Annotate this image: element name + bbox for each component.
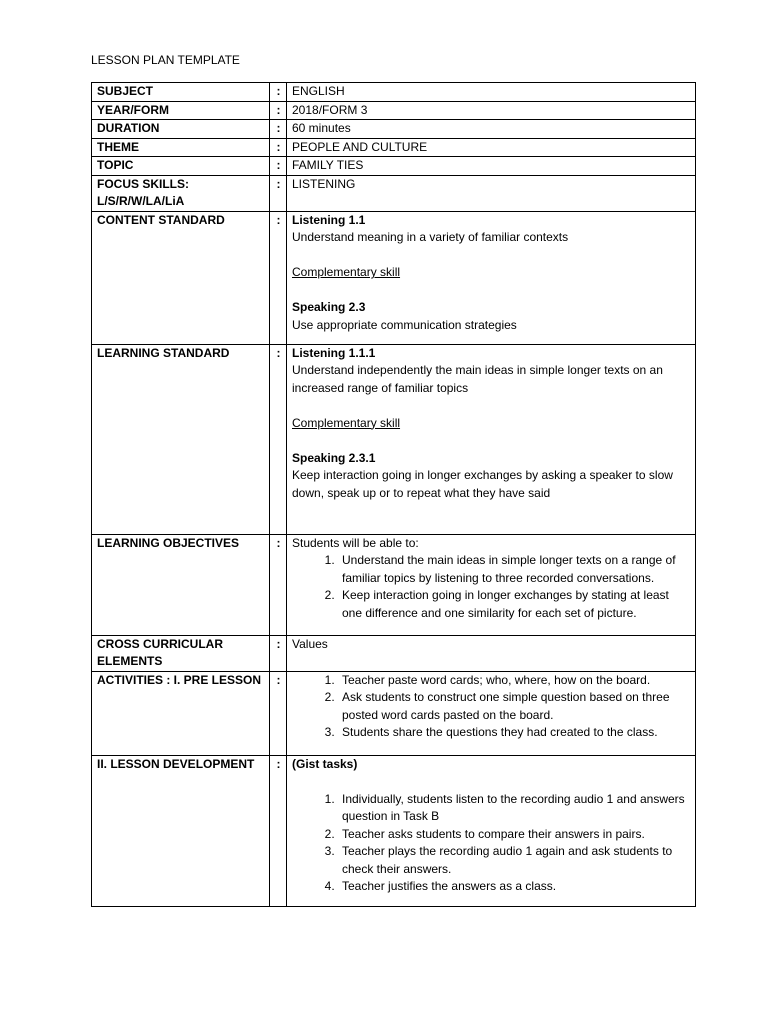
learning-objectives-value (287, 534, 696, 635)
pre-lesson-label: ACTIVITIES : I. PRE LESSON (92, 671, 270, 755)
learning-objectives-label: LEARNING OBJECTIVES (92, 534, 270, 635)
cross-curricular-label-line1: CROSS CURRICULAR (97, 636, 223, 651)
learning-standard-complementary-label: Complementary skill (292, 415, 401, 430)
content-standard-heading: Listening 1.1 (292, 212, 366, 227)
lesson-development-list (292, 791, 691, 896)
list-item: 3. Students share the questions they had created to the class. (338, 724, 691, 742)
content-standard-complementary-label: Complementary skill (292, 265, 401, 279)
learning-standard-complementary-heading: Speaking 2.3.1 (292, 450, 376, 465)
focus-skills-value: LISTENING (287, 175, 696, 211)
row-cross-curricular (92, 635, 696, 671)
theme-label: THEME (92, 138, 270, 157)
learning-standard-complementary-text: Keep interaction going in longer exchanges by asking a speaker to slow down, speak up or to repeat what they have said (292, 468, 673, 500)
row-theme (92, 138, 696, 157)
topic-value: FAMILY TIES (287, 157, 696, 176)
cross-curricular-label-line2: ELEMENTS (97, 654, 163, 668)
colon-separator: : (270, 344, 287, 534)
subject-value: ENGLISH (287, 83, 696, 102)
duration-label: DURATION (92, 120, 270, 139)
colon-separator: : (270, 83, 287, 102)
row-subject (92, 83, 696, 102)
year-form-label: YEAR/FORM (92, 101, 270, 120)
lesson-development-intro: (Gist tasks) (292, 756, 358, 771)
content-standard-label: CONTENT STANDARD (92, 211, 270, 344)
learning-standard-text: Understand independently the main ideas in simple longer texts on an increased range of familiar topics (292, 363, 663, 395)
colon-separator: : (270, 671, 287, 755)
document-title: LESSON PLAN TEMPLATE (91, 53, 240, 67)
colon-separator: : (270, 534, 287, 635)
content-standard-complementary-heading: Speaking 2.3 (292, 300, 366, 314)
learning-standard-heading: Listening 1.1.1 (292, 345, 376, 360)
learning-objectives-list (292, 552, 691, 622)
row-duration (92, 120, 696, 139)
learning-standard-value (287, 344, 696, 534)
pre-lesson-value (287, 671, 696, 755)
content-standard-text: Understand meaning in a variety of familiar contexts (292, 230, 569, 244)
list-item: 1. Understand the main ideas in simple longer texts on a range of familiar topics by listening to three recorded conversations. (338, 552, 691, 587)
colon-separator: : (270, 138, 287, 157)
colon-separator: : (270, 120, 287, 139)
pre-lesson-list (292, 672, 691, 742)
focus-skills-label-line2: L/S/R/W/LA/LiA (97, 194, 185, 208)
learning-standard-label: LEARNING STANDARD (92, 344, 270, 534)
content-standard-complementary-text: Use appropriate communication strategies (292, 317, 517, 332)
list-item: 2. Teacher asks students to compare their answers in pairs. (338, 826, 691, 844)
colon-separator: : (270, 635, 287, 671)
learning-objectives-intro: Students will be able to: (292, 535, 419, 550)
cross-curricular-value: Values (287, 635, 696, 671)
list-item: 2. Ask students to construct one simple question based on three posted word cards pasted on the board. (338, 689, 691, 724)
row-lesson-development (92, 755, 696, 906)
topic-label: TOPIC (92, 157, 270, 176)
focus-skills-label-line1: FOCUS SKILLS: (97, 176, 189, 191)
colon-separator: : (270, 175, 287, 211)
row-learning-standard (92, 344, 696, 534)
subject-label: SUBJECT (92, 83, 270, 102)
row-learning-objectives (92, 534, 696, 635)
lesson-development-value (287, 755, 696, 906)
cross-curricular-label (92, 635, 270, 671)
list-item: 3. Teacher plays the recording audio 1 again and ask students to check their answers. (338, 843, 691, 878)
row-year-form (92, 101, 696, 120)
focus-skills-label (92, 175, 270, 211)
lesson-plan-table (91, 82, 696, 907)
colon-separator: : (270, 101, 287, 120)
list-item: 2. Keep interaction going in longer exchanges by stating at least one difference and one similarity for each set of picture. (338, 587, 691, 622)
lesson-development-label: II. LESSON DEVELOPMENT (92, 755, 270, 906)
duration-value: 60 minutes (287, 120, 696, 139)
row-topic (92, 157, 696, 176)
year-form-value: 2018/FORM 3 (287, 101, 696, 120)
list-item: 4. Teacher justifies the answers as a class. (338, 878, 691, 896)
colon-separator: : (270, 157, 287, 176)
list-item: 1. Teacher paste word cards; who, where, how on the board. (338, 672, 691, 690)
row-focus-skills (92, 175, 696, 211)
colon-separator: : (270, 755, 287, 906)
list-item: 1. Individually, students listen to the recording audio 1 and answers question in Task B (338, 791, 691, 826)
colon-separator: : (270, 211, 287, 344)
content-standard-value (287, 211, 696, 344)
row-content-standard (92, 211, 696, 344)
row-pre-lesson (92, 671, 696, 755)
theme-value: PEOPLE AND CULTURE (287, 138, 696, 157)
